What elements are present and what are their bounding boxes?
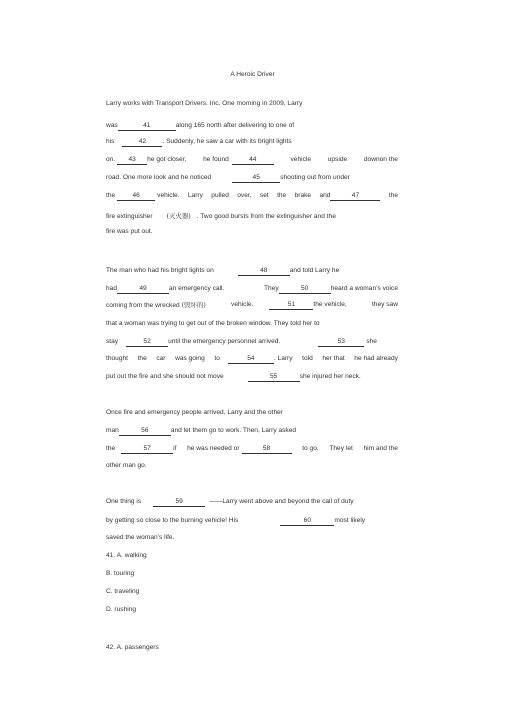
text: ——Larry went above and beyond the call of duty [209, 498, 354, 505]
text: car [156, 355, 166, 362]
p1-line-2 [106, 121, 294, 131]
text: was [106, 122, 118, 129]
text: his [106, 138, 115, 145]
text: put out the fire and she should not move [106, 373, 224, 380]
blank-52: 52 [126, 337, 168, 347]
text: they saw [371, 301, 398, 308]
p3-line-4: other man go. [106, 462, 147, 469]
text: vehicle. 51 the vehicle, [231, 301, 347, 308]
p4-line-2 [106, 516, 365, 526]
blank-48: 48 [238, 266, 290, 276]
p3-line-2 [106, 426, 296, 436]
p2-line-2 [106, 284, 398, 294]
option-41-c: C. traveling [106, 588, 140, 595]
p2-line-3 [106, 300, 398, 311]
option-42-a: 42. A. passengers [106, 644, 159, 651]
text: coming from the wrecked (毁坏的) [106, 301, 206, 309]
text: shooting out from under [280, 174, 350, 181]
document-title: A Heroic Driver [230, 71, 275, 78]
blank-60: 60 [280, 516, 334, 526]
text: on. 43 he got closer, [106, 156, 187, 163]
text: to go. [302, 445, 319, 452]
text: along 165 north after delivering to one of [175, 122, 295, 129]
text: she [366, 338, 377, 345]
option-41-b: B. touring [106, 570, 135, 577]
blank-58: 58 [242, 444, 292, 454]
p1-line-5 [106, 173, 350, 183]
text: . Two good bursts from the extinguisher and the [196, 213, 336, 220]
text: and let them go to work. Then, Larry asked [170, 427, 297, 434]
text: set [259, 192, 269, 199]
text: the [137, 355, 147, 362]
blank-59: 59 [153, 497, 205, 507]
text: her that [322, 355, 345, 362]
p4-line-1 [106, 497, 354, 507]
blank-55: 55 [248, 372, 300, 382]
blank-41: 41 [118, 121, 176, 131]
text: until the emergency personnel arrived. [168, 338, 281, 345]
blank-49: 49 [117, 284, 169, 294]
p2-line-1 [106, 266, 339, 276]
text: told [302, 355, 313, 362]
text: . Suddenly, he saw a car with its bright lights [162, 138, 292, 145]
blank-42: 42 [122, 137, 162, 147]
text: him and the [363, 445, 398, 452]
blank-56: 56 [119, 426, 171, 436]
p2-line-4: that a woman was trying to get out of the broken window. They told her to [106, 320, 320, 327]
blank-45: 45 [232, 173, 280, 183]
p1-line-3 [106, 137, 292, 147]
blank-44: 44 [232, 155, 274, 165]
blank-46: 46 [117, 191, 155, 201]
text: the [277, 192, 287, 199]
text: the 46 vehicle. [106, 192, 180, 199]
text: he was needed or 58 [187, 444, 291, 454]
p3-line-3 [106, 444, 398, 454]
p2-line-6 [106, 354, 398, 364]
text: fire extinguisher [106, 213, 153, 220]
text: thought [106, 355, 128, 362]
blank-53: 53 [318, 337, 364, 347]
text: downon the [363, 156, 398, 163]
text: by getting so close to the burning vehicle! His [106, 517, 239, 524]
text: to 54 . Larry [214, 355, 293, 362]
text: had 49 an emergency call. [106, 285, 225, 292]
p3-line-1: Once fire and emergency people arrived, Larry and the other [106, 409, 284, 416]
text: One thing is [106, 498, 142, 505]
text: he found 44 [203, 155, 274, 165]
blank-50: 50 [279, 284, 331, 294]
p1-line-7 [106, 211, 336, 222]
text: the 57 if [106, 445, 177, 452]
text: he had already [354, 355, 398, 362]
text: and told Larry he [289, 267, 340, 274]
text: The man who had his bright lights on [106, 267, 214, 274]
p1-line-1: Larry works with Transport Drivers. Inc. One morning in 2009, Larry [106, 100, 303, 107]
text: Larry [187, 192, 203, 199]
option-41-d: D. rushing [106, 606, 137, 613]
blank-43: 43 [117, 155, 147, 165]
text: They 50 heard a woman’s voice [264, 285, 398, 292]
text: most likely [334, 517, 366, 524]
blank-47: 47 [330, 191, 380, 201]
text: and 47 [319, 191, 380, 201]
text: brake [294, 192, 312, 199]
text: was going [175, 355, 205, 362]
option-41-a: 41. A. walking [106, 552, 147, 559]
text: road. One more look and he noticed [106, 174, 212, 181]
text: pulled [211, 192, 229, 199]
p2-line-7 [106, 372, 361, 382]
text: They let [329, 445, 353, 452]
text: stay [106, 338, 119, 345]
p1-line-4 [106, 155, 398, 165]
blank-57: 57 [121, 444, 173, 454]
text: vehicle [290, 156, 312, 163]
text: upside [327, 156, 348, 163]
text: over, [237, 192, 252, 199]
blank-54: 54 [228, 354, 274, 364]
text: she injured her neck. [299, 373, 361, 380]
blank-51: 51 [269, 300, 313, 310]
p1-line-6 [106, 191, 398, 201]
p1-line-8: fire was put out. [106, 228, 153, 235]
p2-line-5 [106, 337, 377, 347]
chinese-gloss: (灭火器) [166, 212, 191, 220]
text: man [106, 427, 119, 434]
p4-line-3: saved the woman’s life. [106, 534, 175, 541]
text: the [388, 192, 398, 199]
